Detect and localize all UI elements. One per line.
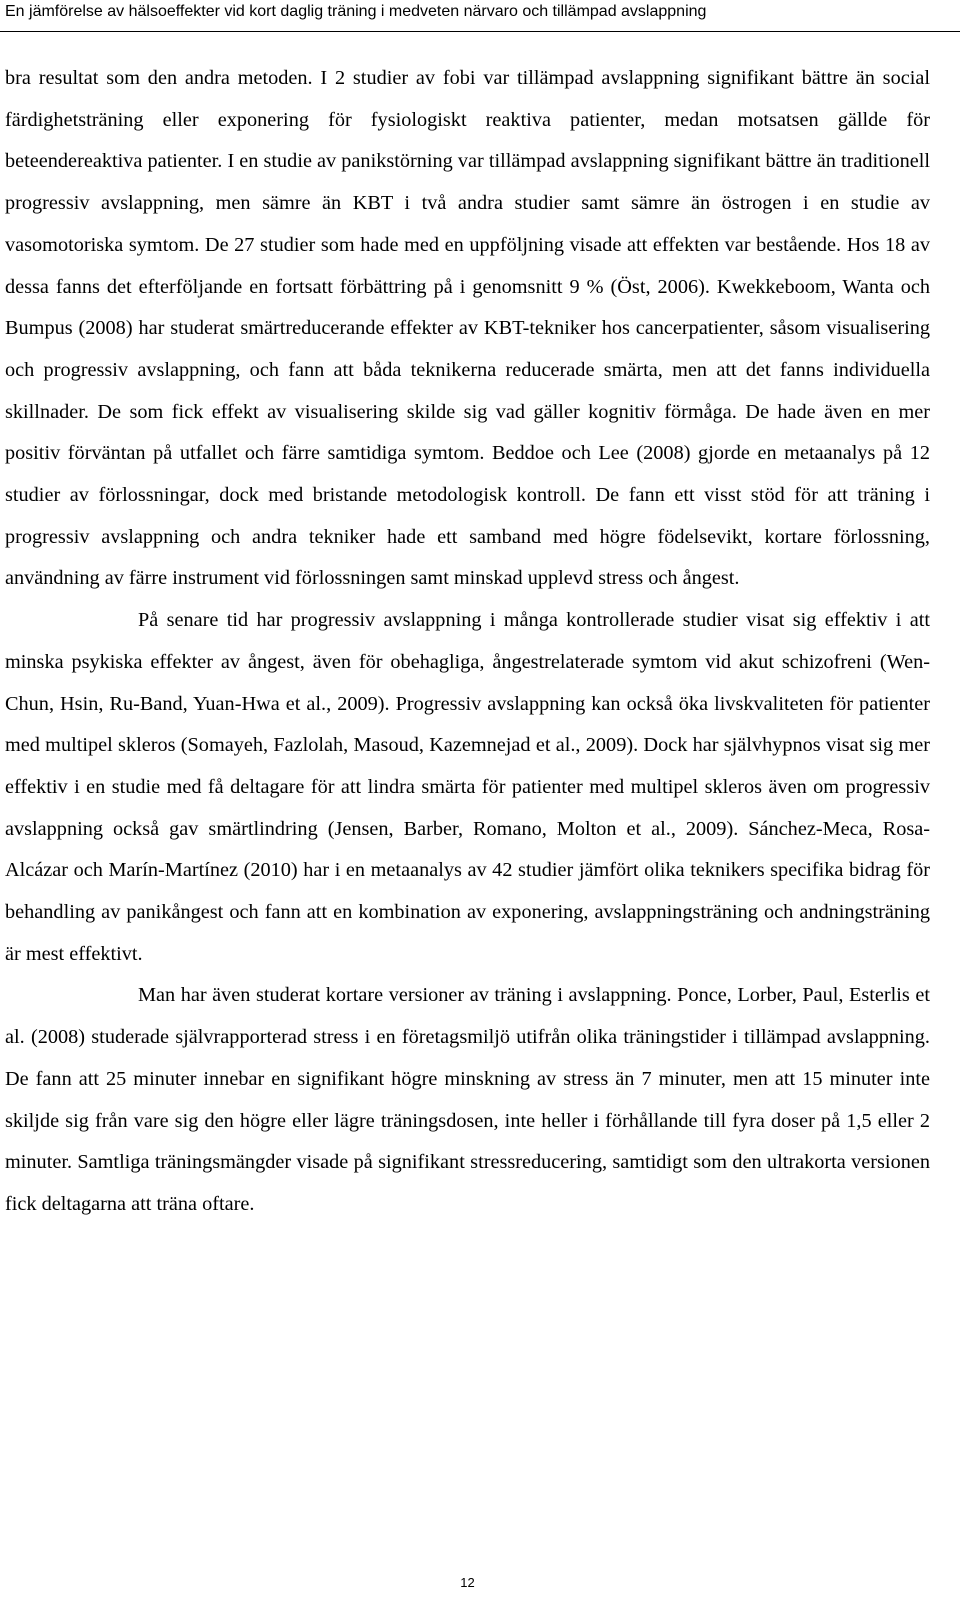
page-number: 12 bbox=[460, 1575, 475, 1590]
running-header: En jämförelse av hälsoeffekter vid kort daglig träning i medveten närvaro och tillämpad avslappning bbox=[5, 3, 707, 20]
paragraph-continued: bra resultat som den andra metoden. I 2 studier av fobi var tillämpad avslappning signifikant bättre än social färdighetsträning eller exponering för fysiologiskt reaktiva patienter, medan motsatsen gällde för beteendereaktiva patienter. I en studie av panikstörning var tillämpad avslappning signifikant bättre än traditionell progressiv avslappning, men sämre än KBT i två andra studier samt sämre än östrogen i en studie av vasomotoriska symtom. De 27 studier som hade med en uppföljning visade att effekten var bestående. Hos 18 av dessa fanns det efterföljande en fortsatt förbättring på i genomsnitt 9 % (Öst, 2006). Kwekkeboom, Wanta och Bumpus (2008) har studerat smärtreducerande effekter av KBT-tekniker hos cancerpatienter, såsom visualisering och progressiv avslappning, och fann att båda teknikerna reducerade smärta, men att det fanns individuella skillnader. De som fick effekt av visualisering skilde sig vad gäller kognitiv förmåga. De hade även en mer positiv förväntan på utfallet och färre samtidiga symtom. Beddoe och Lee (2008) gjorde en metaanalys på 12 studier av förlossningar, dock med bristande metodologisk kontroll. De fann ett visst stöd för att träning i progressiv avslappning och andra tekniker hade ett samband med högre födelsevikt, kortare förlossning, användning av färre instrument vid förlossningen samt minskad upplevd stress och ångest. bbox=[5, 67, 930, 590]
header-divider bbox=[0, 31, 960, 32]
paragraph-shorter-versions: Man har även studerat kortare versioner av träning i avslappning. Ponce, Lorber, Paul, Esterlis et al. (2008) studerade självrapporterad stress i en företagsmiljö utifrån olika träningstider i tillämpad avslappning. De fann att 25 minuter innebar en signifikant högre minskning av stress än 7 minuter, men att 15 minuter inte skiljde sig från vare sig den högre eller lägre träningsdosen, inte heller i förhållande till fyra doser på 1,5 eller 2 minuter. Samtliga träningsmängder visade på signifikant stressreducering, samtidigt som den ultrakorta versionen fick deltagarna att träna oftare. bbox=[5, 984, 930, 1215]
body-text bbox=[5, 58, 930, 1226]
paragraph-progressive-relaxation: På senare tid har progressiv avslappning i många kontrollerade studier visat sig effektiv i att minska psykiska effekter av ångest, även för obehagliga, ångestrelaterade symtom vid akut schizofreni (Wen-Chun, Hsin, Ru-Band, Yuan-Hwa et al., 2009). Progressiv avslappning kan också öka livskvaliteten för patienter med multipel skleros (Somayeh, Fazlolah, Masoud, Kazemnejad et al., 2009). Dock har självhypnos visat sig mer effektiv i en studie med få deltagare för att lindra smärta för patienter med multipel skleros även om progressiv avslappning också gav smärtlindring (Jensen, Barber, Romano, Molton et al., 2009). Sánchez-Meca, Rosa-Alcázar och Marín-Martínez (2010) har i en metaanalys av 42 studier jämfört olika teknikers specifika bidrag för behandling av panikångest och fann att en kombination av exponering, avslappningsträning och andningsträning är mest effektivt. bbox=[5, 609, 930, 965]
